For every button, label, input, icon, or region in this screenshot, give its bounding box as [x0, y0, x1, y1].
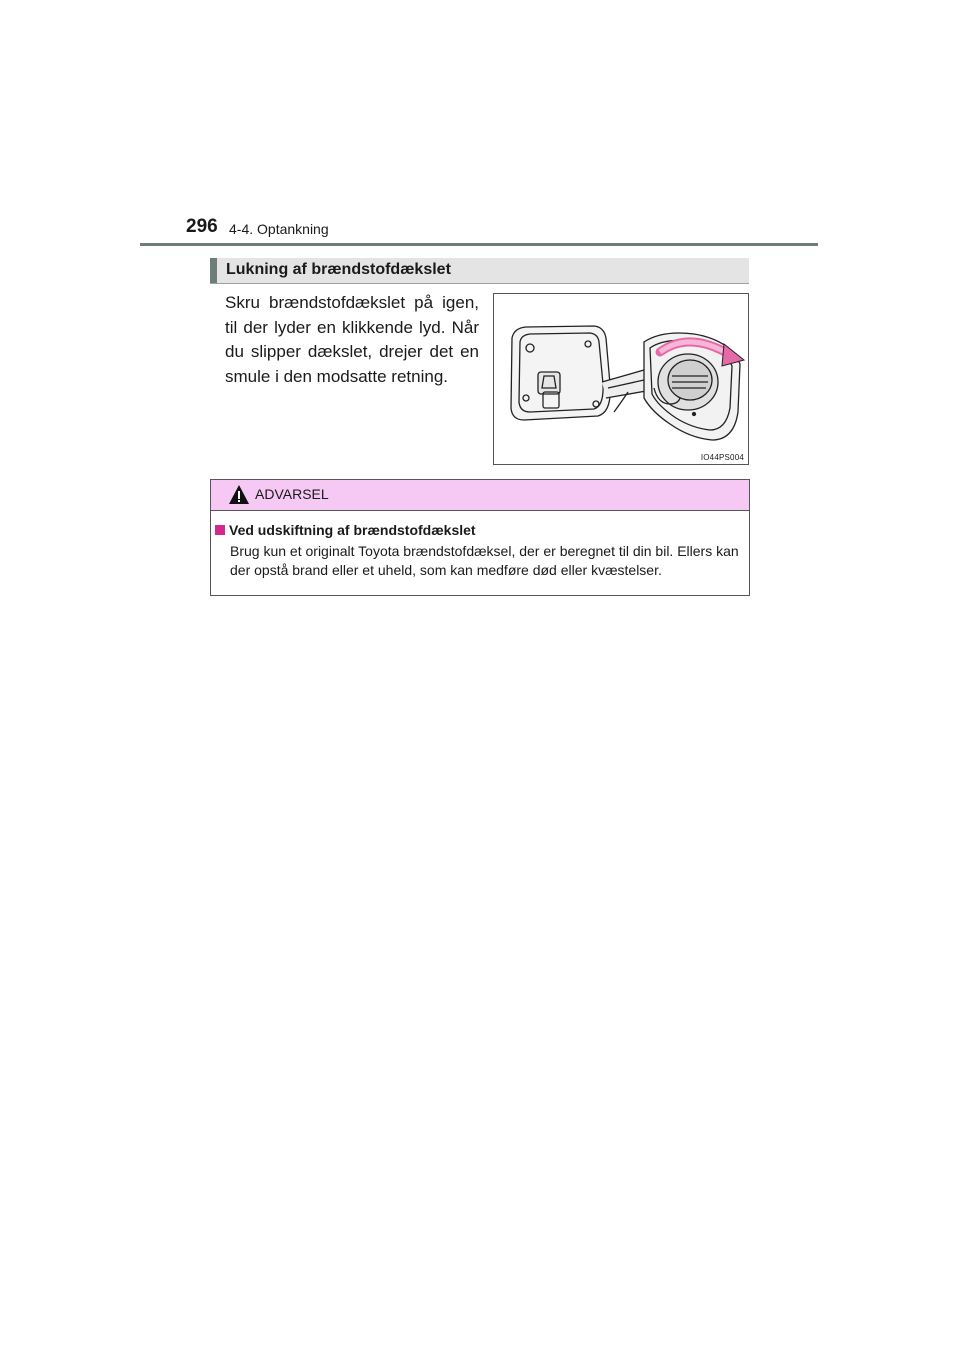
section-reference: 4-4. Optankning [229, 221, 329, 237]
section-heading [210, 258, 749, 284]
fuel-cap-illustration [493, 293, 749, 465]
warning-box [210, 479, 750, 596]
fuel-cap-drawing [494, 294, 750, 466]
heading-accent [210, 258, 217, 283]
header-rule [140, 243, 818, 246]
section-title: Lukning af brændstofdækslet [226, 261, 451, 278]
warning-item-title: Ved udskiftning af brændstofdækslet [229, 522, 476, 538]
warning-item-heading [215, 522, 476, 538]
instruction-text: Skru brændstofdækslet på igen, til der lyder en klikkende lyd. Når du slipper dækslet, drejer det en smule i den modsatte retning. [225, 293, 479, 386]
warning-triangle-icon [228, 484, 250, 505]
square-bullet-icon [215, 525, 225, 535]
figure-code: IO44PS004 [700, 453, 744, 462]
page-number: 296 [186, 216, 218, 237]
warning-item-text: Brug kun et originalt Toyota brændstofdæksel, der er beregnet til din bil. Ellers kan der opstå brand eller et uheld, som kan medføre død eller kvæstelser. [230, 543, 739, 578]
warning-header [211, 480, 749, 511]
warning-label: ADVARSEL [255, 486, 329, 502]
